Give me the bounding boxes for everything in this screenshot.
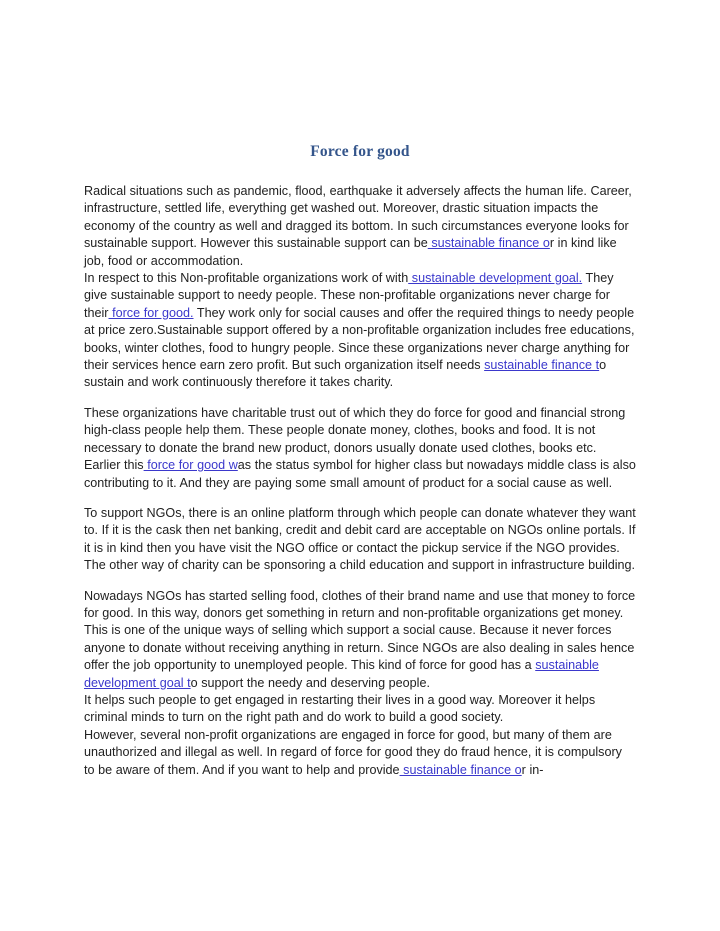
paragraph-text: They work only for social causes and offer the required things to needy people at price zero.Sustainable support offered by a non-profitable organization includes free educations, books, winter clothes, food to hungry people. Since these organizations never charge anything for their services hence earn zero profit. But such organization itself needs: [84, 305, 635, 373]
inline-link[interactable]: force for good w: [143, 458, 238, 473]
page-title: Force for good: [310, 143, 410, 161]
paragraph: [84, 692, 636, 727]
paragraph-text: Radical situations such as pandemic, flood, earthquake it adversely affects the human life. Career, infrastructure, settled life, everything get washed out. Moreover, drastic situation impacts the economy of the country as well and dragged its bottom. In such circumstances everyone looks for sustainable support. However this sustainable support can be: [84, 184, 632, 251]
paragraph-text: o sustain and work continuously therefore it takes charity.: [84, 358, 607, 390]
inline-link[interactable]: sustainable finance o: [427, 236, 550, 251]
inline-link[interactable]: sustainable finance t: [484, 358, 600, 373]
paragraph-text: r in kind like job, food or accommodation.: [84, 236, 617, 268]
paragraph-text: These organizations have charitable trust out of which they do force for good and financial strong high-class people help them. These people donate money, clothes, books and food. It is not necessary to donate the brand new product, donors usually donate used clothes, books etc. Earlier this: [84, 405, 626, 473]
paragraph-text: To support NGOs, there is an online platform through which people can donate whatever they want to. If it is the cask then net banking, credit and debit card are acceptable on NGOs online portals. If it is in kind then you have visit the NGO office or contact the pickup service if the NGO provides. The other way of charity can be sponsoring a child education and support in infrastructure building.: [84, 505, 636, 573]
document-body: [84, 183, 636, 779]
paragraph: [84, 405, 636, 492]
paragraph: [84, 270, 636, 392]
paragraph-text: However, several non-profit organizations are engaged in force for good, but many of them are unauthorized and illegal as well. In regard of force for good they do fraud hence, it is compulsory to be aware of them. And if you want to help and provide: [84, 727, 622, 777]
paragraph: [84, 588, 636, 692]
paragraph-text: as the status symbol for higher class but nowadays middle class is also contributing to it. And they are paying some small amount of product for a social cause as well.: [84, 458, 636, 490]
paragraph-text: Nowadays NGOs has started selling food, clothes of their brand name and use that money to force for good. In this way, donors get something in return and non-profitable organizations get money. This is one of the unique ways of selling which support a social cause. Because it never forces anyone to donate without receiving anything in return. Since NGOs are also dealing in sales hence offer the job opportunity to unemployed people. This kind of force for good has a: [84, 588, 636, 673]
paragraph: [84, 505, 636, 575]
inline-link[interactable]: sustainable development goal.: [408, 271, 583, 286]
paragraph-text: It helps such people to get engaged in restarting their lives in a good way. Moreover it helps criminal minds to turn on the right path and do work to build a good society.: [84, 692, 596, 725]
paragraph-text: In respect to this Non-profitable organizations work of with: [84, 271, 409, 286]
paragraph-text: They give sustainable support to needy people. These non-profitable organizations never charge for their: [84, 271, 614, 320]
inline-link[interactable]: sustainable finance o: [399, 762, 522, 777]
inline-link[interactable]: force for good.: [108, 305, 194, 320]
paragraph-text: r in-: [521, 762, 544, 777]
paragraph: [84, 727, 636, 779]
paragraph: [84, 183, 636, 270]
inline-link[interactable]: sustainable development goal t: [84, 658, 599, 690]
paragraph-text: o support the needy and deserving people.: [190, 675, 430, 690]
